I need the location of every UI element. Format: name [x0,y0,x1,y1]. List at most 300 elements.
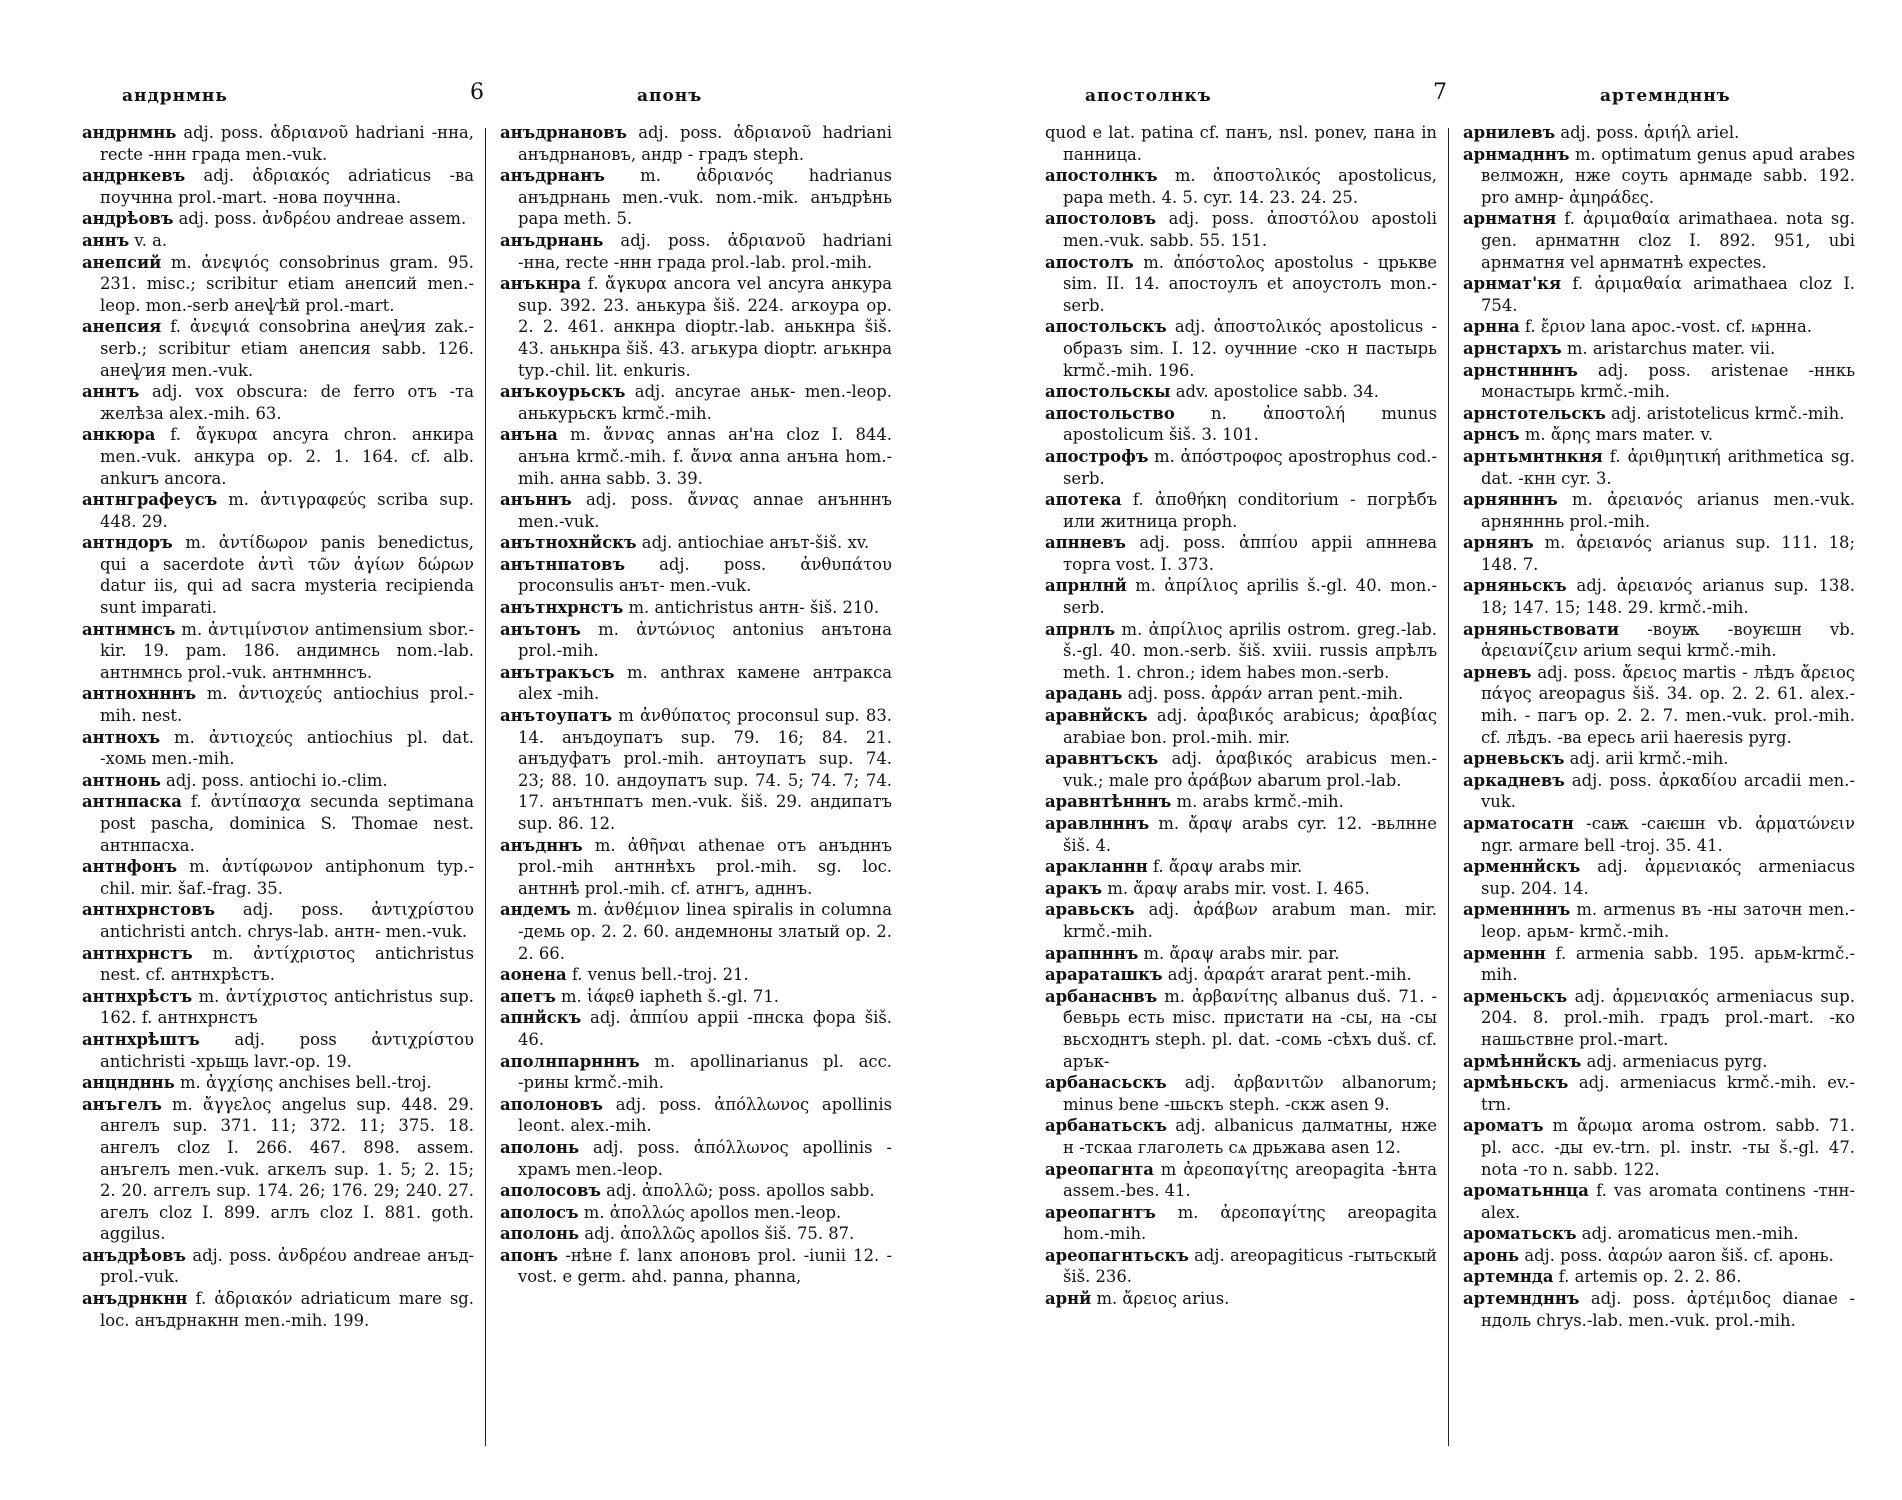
dictionary-entry [1463,1072,1855,1115]
entry-definition: m. ἀπολλώς apollos men.-leop. [578,1202,842,1222]
dictionary-entry [82,165,474,208]
dictionary-entry [500,1094,892,1137]
entry-definition: adj. arii krmč.-mih. [1564,749,1729,769]
entry-definition: adj. poss. antiochi io.-clim. [160,770,388,790]
entry-headword: арменнн [1463,943,1546,963]
dictionary-entry [82,943,474,986]
entry-headword: арняньскъ [1463,576,1567,596]
entry-headword: арнстннннъ [1463,360,1578,380]
entry-definition: -воуѭ -воуѥшн vb. ἀρειανίζειν arium sequi krmč.-mih. [1481,619,1855,661]
dictionary-entry [82,532,474,618]
entry-definition: f. artemis op. 2. 2. 86. [1553,1267,1742,1287]
entry-headword: аонена [500,965,567,985]
entry-definition: adj. ἀππίου appii -пнска фора šiš. 46. [518,1008,892,1049]
entry-definition: m. ἄραψ arabs cyr. 12. -вьлнне šiš. 4. [1063,814,1437,855]
entry-definition: adj. vox obscura: de ferro отъ -та желѣза alex.-mih. 63. [100,382,474,423]
dictionary-entry [500,986,892,1008]
dictionary-entry [82,986,474,1029]
entry-headword: аполоновъ [500,1094,603,1114]
dictionary-column [500,122,892,1452]
dictionary-entry [500,1245,892,1288]
entry-headword: арневьскъ [1463,749,1565,769]
entry-definition: adj. poss. ἀριήλ ariel. [1555,123,1740,142]
entry-headword: анътонъ [500,619,581,639]
dictionary-entry [1045,1072,1437,1115]
right-page [1045,78,1855,1478]
entry-headword: аравлнннъ [1045,814,1150,833]
entry-definition: f. ἀριθμητική arithmetica sg. dat. -кнн cyr. 3. [1481,446,1855,488]
entry-definition: adj. albanicus далматны, нже н -тскаа глаголеть сѧ дрьжава asen 12. [1063,1116,1437,1157]
entry-definition: f. ἀνεψιά consobrina анеѱия zak.-serb.; scribitur etiam анепсия sabb. 126. анеѱия men.-vuk. [100,317,474,380]
entry-definition: f. ἄραψ arabs mir. [1147,857,1303,877]
entry-definition: adj. poss. ἀρράν arran pent.-mih. [1122,684,1404,704]
page-number: 7 [1433,80,1448,105]
dictionary-entry [1045,964,1437,986]
entry-definition: adj. ἀρειανός arianus sup. 138. 18; 147. 15; 148. 29. krmč.-mih. [1481,576,1855,618]
entry-definition: f. ἀποθήκη conditorium - погрѣбъ или житница proph. [1063,490,1437,531]
dictionary-entry [1463,446,1855,489]
dictionary-entry [1045,489,1437,532]
entry-definition: adj. poss. ἀαρών aaron šiš. cf. аронь. [1519,1245,1834,1265]
dictionary-entry [1463,619,1855,662]
entry-headword: антнграфеусъ [82,490,218,510]
entry-headword: анепсий [82,252,162,272]
dictionary-entry [82,1094,474,1245]
running-head-left: андрнмнь [122,86,228,106]
entry-headword: антнонь [82,770,161,790]
dictionary-entry [1463,316,1855,338]
dictionary-entry [1463,338,1855,360]
entry-definition: m. ἄραψ arabs mir. par. [1138,943,1340,963]
entry-definition: m. ἀνθέμιον linea spiralis in columna -демь op. 2. 2. 60. андемноны златый op. 2. 2. 66. [518,900,892,963]
entry-headword: арменнннъ [1463,900,1571,920]
dictionary-entry [500,122,892,165]
dictionary-entry [1463,424,1855,446]
entry-definition: adj. ancyrae аньк- men.-leop. анькурьскъ krmč.-mih. [518,382,892,423]
entry-headword: анъннъ [500,490,572,510]
entry-headword: анъдннъ [500,835,583,855]
entry-headword: арнматня [1463,209,1557,229]
entry-headword: аполосъ [500,1202,579,1222]
entry-headword: антнхрѣштъ [82,1029,200,1049]
dictionary-entry [500,1051,892,1094]
dictionary-entry [1463,1051,1855,1073]
entry-definition: f. ἀριμαθαία arimathaea. nota sg. gen. арнматнн cloz I. 892. 951, ubi арнматня vel арнматнѣ expectes. [1481,209,1855,272]
entry-definition: f. ἄγκυρα ancora vel ancyra анкура sup. 392. 23. анькура šiš. 224. агкоура op. 2. 2. 461. анкнра dioptr.-lab. анькнра šiš. 43. анькнра šiš. 43. агькура dioptr. агькнра typ.-chil. lit. enkuris. [518,274,892,380]
entry-definition: adj. areopagiticus -гытьскый šiš. 236. [1063,1245,1437,1287]
entry-definition: adj. poss. ἀποστόλου apostoli men.-vuk. sabb. 55. 151. [1063,209,1437,250]
entry-headword: аронь [1463,1245,1520,1265]
dictionary-entry [1463,489,1855,532]
entry-definition: m. aristarchus mater. vii. [1561,338,1776,358]
entry-headword: анъдрнань [500,230,604,250]
entry-headword: анътнпатовъ [500,554,626,574]
entry-definition: adj. poss. ἀππίου appii апннева торга vost. I. 373. [1063,533,1437,574]
entry-definition: m. ἀντίφωνον antiphonum typ.-chil. mir. šaf.-frag. 35. [100,857,474,898]
dictionary-entry [1463,144,1855,209]
entry-headword: антндоръ [82,533,173,553]
entry-headword: антнмнсъ [82,619,176,639]
entry-definition: m. anthrax камене антракса alex -mih. [518,662,892,704]
entry-definition: adj. ἀραβικός arabicus men.-vuk.; male pro ἀράβων abarum prol.-lab. [1063,749,1437,790]
entry-definition: f. venus bell.-troj. 21. [566,965,749,985]
dictionary-entry [1045,878,1437,900]
entry-headword: апрнлъ [1045,619,1116,639]
entry-headword: артемнда [1463,1267,1554,1287]
entry-definition: m ἀρεοπαγίτης areopagita -ѣнта assem.-bes. 41. [1063,1159,1437,1201]
entry-definition: m. ἄρης mars mater. v. [1519,425,1714,445]
dictionary-entry [500,619,892,662]
entry-headword: андрѣовъ [82,209,174,229]
entry-headword: арнстархъ [1463,338,1562,358]
dictionary-entry [1045,381,1437,403]
entry-definition: adj. aromaticus men.-mih. [1576,1224,1799,1244]
running-head-right: апонъ [637,86,703,106]
entry-headword: ароматъ [1463,1116,1544,1136]
entry-headword: аркадневъ [1463,770,1565,790]
entry-definition: m. ἀντιγραφεύς scriba sup. 448. 29. [100,490,474,531]
entry-definition: quod e lat. patina cf. панъ, nsl. ponev, пана in панница. [1045,123,1437,164]
entry-headword: аравнйскъ [1045,706,1148,726]
dictionary-entry [1045,856,1437,878]
dictionary-entry [1045,532,1437,575]
entry-definition: m. ἀντίχριστος antichristus nest. cf. антнхрѣстъ. [100,943,474,985]
dictionary-entry [1463,899,1855,942]
entry-headword: анъгелъ [82,1094,162,1114]
entry-headword: антнпаска [82,792,182,812]
dictionary-entry [500,964,892,986]
entry-headword: анътракъсъ [500,662,615,682]
entry-headword: апрнлнй [1045,576,1127,596]
entry-definition: f. ἀδριακόν adriaticum mare sg. loc. анъдрнакнн men.-mih. 199. [100,1289,474,1330]
dictionary-entry [1045,943,1437,965]
entry-definition: m. ἀρβανίτης albanus duš. 71. - бевьрь есть misc. пристати на -сы, на -сы вьсходнтъ steph. pl. dat. -сомь -сѣхъ duš. cf. арък- [1063,986,1437,1071]
dictionary-entry [1045,813,1437,856]
dictionary-entry [500,899,892,964]
entry-headword: антнхрѣстъ [82,986,193,1006]
dictionary-entry [82,489,474,532]
entry-headword: арнсъ [1463,425,1520,445]
entry-headword: аполонь [500,1137,580,1157]
dictionary-entry [500,554,892,597]
entry-headword: апостолъ [1045,252,1134,272]
dictionary-entry [1463,662,1855,748]
entry-definition: m. ἀντίδωρον panis benedictus, qui a sacerdote ἀντὶ τῶν ἁγίων δώρων datur iis, qui ad sacra mysteria recipienda sunt imparati. [100,533,474,618]
dictionary-entry [500,489,892,532]
entry-definition: m. armenus въ -ны заточн men.-leop. арьм- krmč.-mih. [1481,900,1855,941]
dictionary-entry [82,316,474,381]
dictionary-entry [82,230,474,252]
dictionary-entry [1045,122,1437,165]
column-divider [485,128,486,1446]
dictionary-column [82,122,474,1452]
entry-headword: армѣньскъ [1463,1073,1569,1093]
entry-definition: adj. poss. ἀδριανοῦ hadriani -нна, recte -ннн града men.-vuk. [100,123,474,164]
entry-headword: арневъ [1463,662,1532,682]
dictionary-entry [500,1202,892,1224]
entry-definition: f. ἀντίπασχα secunda septimana post pascha, dominica S. Thomae nest. антнпасха. [100,792,474,855]
entry-definition: adj. poss ἀντιχρίστου antichristi -хрьщь lavr.-op. 19. [100,1029,474,1071]
dictionary-entry [500,381,892,424]
entry-headword: арменнйскъ [1463,857,1581,877]
entry-definition: adj. poss. ἀπόλλωνος apollinis leont. alex.-mih. [518,1094,892,1136]
entry-headword: андрнкевъ [82,166,186,186]
dictionary-entry [1045,899,1437,942]
entry-headword: антнохнннъ [82,684,197,704]
entry-definition: adj. poss. aristenae -ннкь монастырь krmč.-mih. [1481,360,1855,402]
entry-definition: adj. aristotelicus krmč.-mih. [1605,403,1845,423]
column-divider [1448,128,1449,1446]
entry-definition: n. ἀποστολή munus apostolicum šiš. 3. 101. [1063,403,1437,445]
dictionary-entry [82,381,474,424]
entry-headword: арнянъ [1463,533,1534,553]
entry-definition: m. ἄγγελος angelus sup. 448. 29. ангелъ sup. 371. 11; 372. 11; 375. 18. ангелъ cloz I. 266. 467. 898. assem. анъгелъ men.-vuk. агкелъ sup. 1. 5; 2. 15; 2. 20. аггелъ sup. 174. 26; 176. 29; 240. 27. агелъ cloz I. 899. аглъ cloz I. 881. goth. aggilus. [100,1094,474,1244]
dictionary-entry [1045,683,1437,705]
entry-definition: m. ἀρεοπαγίτης areopagita hom.-mih. [1063,1202,1437,1244]
entry-headword: антнфонъ [82,857,178,877]
entry-headword: аракланнн [1045,857,1148,877]
entry-headword: андрнмнь [82,123,177,142]
entry-headword: антнхрнстовъ [82,900,216,920]
dictionary-entry [82,252,474,317]
entry-headword: аполосовъ [500,1181,601,1201]
dictionary-entry [1045,316,1437,381]
entry-definition: m. ἀντίχριστος antichristus sup. 162. f. антнхрнстъ [100,986,474,1028]
entry-headword: апостолнкъ [1045,166,1158,186]
entry-definition: adj. ἀπολλῶ; poss. apollos sabb. [600,1181,875,1201]
entry-definition: adj. armeniacus pyrg. [1581,1051,1768,1071]
entry-definition: -нѣне f. lanx апоновъ prol. -iunii 12. - vost. e germ. ahd. panna, phanna, [518,1245,892,1287]
entry-definition: m. ἀπόστροφος apostrophus cod.-serb. [1063,446,1437,488]
dictionary-entry [1045,575,1437,618]
running-head-left: апостолнкъ [1085,86,1212,106]
entry-definition: f. ἔριον lana apoc.-vost. cf. ѩрнна. [1519,317,1812,337]
entry-headword: арнянннъ [1463,490,1558,510]
dictionary-entry [1463,273,1855,316]
entry-headword: арнмадннъ [1463,144,1570,164]
entry-definition: m. ἀγχίσης anchises bell.-troj. [174,1073,432,1093]
entry-definition: adv. apostolice sabb. 34. [1170,382,1379,402]
dictionary-entry [82,619,474,684]
dictionary-entry [1045,165,1437,208]
entry-headword: апнйскъ [500,1008,582,1028]
entry-headword: арараташкъ [1045,965,1163,985]
dictionary-column [1045,122,1437,1452]
entry-definition: adj. poss. ἀδριανοῦ hadriani -нна, recte -ннн града prol.-lab. prol.-mih. [518,230,892,272]
dictionary-entry [1045,208,1437,251]
entry-headword: апнневъ [1045,533,1127,553]
entry-headword: анкюра [82,425,156,445]
dictionary-entry [1463,1223,1855,1245]
entry-headword: арнилевъ [1463,123,1556,142]
dictionary-entry [1463,943,1855,986]
entry-headword: ареопагнтьскъ [1045,1245,1189,1265]
entry-headword: андемъ [500,900,571,920]
entry-definition: m. ἄρειος arius. [1091,1289,1230,1309]
entry-headword: анъдрнкнн [82,1289,188,1309]
entry-definition: adj. poss. ἀνθυπάτου proconsulis анът- men.-vuk. [518,554,892,596]
entry-headword: арменьскъ [1463,986,1568,1006]
entry-definition: -саѭ -саѥшн vb. ἁρματώνειν ngr. armare bell -troj. 35. 41. [1481,814,1855,855]
entry-headword: анъдрнанъ [500,166,605,186]
entry-definition: adj. poss. ἀρκαδίου arcadii men.-vuk. [1481,770,1855,812]
entry-definition: m. ἀπρίλιος aprilis ostrom. greg.-lab. š.-gl. 40. mon.-serb. šiš. xviii. russis апрѣлъ meth. 1. chron.; idem habes mon.-serb. [1063,619,1437,682]
entry-definition: f. ἄγκυρα ancyra chron. анкира men.-vuk. анкура op. 2. 1. 164. cf. alb. ankurъ ancora. [100,425,474,488]
entry-headword: анъдрнановъ [500,123,628,142]
entry-headword: апетъ [500,986,556,1006]
entry-definition: adj. ἀπολλῶς apollos šiš. 75. 87. [579,1224,855,1244]
dictionary-entry [1045,446,1437,489]
dictionary-entry [82,899,474,942]
dictionary-entry [1463,1288,1855,1331]
dictionary-entry [82,791,474,856]
entry-definition: m. apollinarianus pl. acc. -рины krmč.-mih. [518,1051,892,1093]
dictionary-entry [82,122,474,165]
entry-definition: m. arabs krmč.-mih. [1171,792,1344,812]
entry-headword: арнй [1045,1289,1092,1309]
entry-headword: апостольскы [1045,382,1171,402]
entry-definition: adj. poss. ἄννας annae анънннъ men.-vuk. [518,490,892,531]
dictionary-entry [1463,813,1855,856]
entry-definition: adj. poss. ἀπόλλωνος apollinis - храмъ men.-leop. [518,1137,892,1179]
entry-headword: аравьскъ [1045,900,1135,920]
entry-headword: аполонь [500,1224,580,1244]
entry-headword: апостоловъ [1045,209,1157,229]
entry-headword: аравнтѣнннъ [1045,792,1172,812]
dictionary-entry [82,770,474,792]
dictionary-entry [82,424,474,489]
dictionary-entry [1463,770,1855,813]
entry-definition: adj. poss. ἀνδρέου andreae анъд- prol.-vuk. [100,1245,474,1287]
dictionary-entry [500,230,892,273]
entry-headword: аннтъ [82,382,140,402]
entry-definition: m. ἀρειανός arianus men.-vuk. арнянннь prol.-mih. [1481,490,1855,531]
dictionary-entry [82,1072,474,1094]
entry-definition: f. armenia sabb. 195. арьм-krmč.-mih. [1481,943,1855,985]
entry-headword: арадань [1045,684,1123,704]
entry-definition: m. ἰάφεθ iapheth š.-gl. 71. [555,986,779,1006]
dictionary-entry [500,1007,892,1050]
dictionary-entry [1463,856,1855,899]
entry-headword: антнохъ [82,727,161,747]
entry-definition: m. ἄραψ arabs mir. vost. I. 465. [1102,878,1370,898]
entry-definition: f. ἀριμαθαία arimathaea cloz I. 754. [1481,274,1855,315]
dictionary-entry [82,1029,474,1072]
entry-headword: арбанатьскъ [1045,1116,1167,1136]
entry-headword: арапнннъ [1045,943,1139,963]
running-head [1045,78,1855,118]
entry-definition: m. ἀπόστολος apostolus - црькве sim. II. 14. апостоулъ et апоустолъ mon.-serb. [1063,252,1437,315]
dictionary-entry [500,273,892,381]
dictionary-entry [1463,1115,1855,1180]
entry-headword: аполнпарнннъ [500,1051,640,1071]
entry-headword: апонъ [500,1245,559,1265]
entry-headword: ареопагнта [1045,1159,1154,1179]
dictionary-entry [1045,791,1437,813]
entry-headword: апостольство [1045,403,1175,423]
entry-definition: adj. ἀδριακός adriaticus -ва поучнна prol.-mart. -нова поучнна. [100,166,474,207]
dictionary-entry [1463,1245,1855,1267]
dictionary-entry [500,1223,892,1245]
entry-definition: adj. ἀραβικός arabicus; ἀραβίας arabiae bon. prol.-mih. mir. [1063,706,1437,747]
entry-headword: анъкнра [500,274,582,294]
entry-headword: ароматьскъ [1463,1224,1577,1244]
entry-definition: m. antichristus антн- šiš. 210. [623,598,880,618]
dictionary-entry [1045,1159,1437,1202]
entry-headword: арматосатн [1463,814,1574,833]
dictionary-entry [500,424,892,489]
dictionary-entry [82,856,474,899]
entry-definition: m. ἀποστολικός apostolicus, papa meth. 4. 5. cyr. 14. 23. 24. 25. [1063,166,1437,207]
entry-definition: adj. poss. ἀδριανοῦ hadriani анъдрнановъ, андр - градъ steph. [518,123,892,164]
dictionary-entry [1463,575,1855,618]
dictionary-entry [1463,532,1855,575]
dictionary-entry [1045,986,1437,1072]
entry-headword: арнстотельскъ [1463,403,1606,423]
entry-definition: m ἀνθύπατος proconsul sup. 83. 14. анъдоупатъ sup. 79. 16; 84. 21. анъдуфатъ prol.-mih. антоупатъ sup. 74. 23; 88. 10. андоупатъ sup. 74. 5; 74. 7; 74. 17. анътнпатъ men.-vuk. šiš. 29. андипатъ sup. 86. 12. [518,706,892,833]
dictionary-entry [1045,252,1437,317]
dictionary-entry [500,1137,892,1180]
dictionary-column [1463,122,1855,1452]
entry-definition: m. ἀντώνιος antonius анътона prol.-mih. [518,619,892,661]
dictionary-entry [1045,1115,1437,1158]
dictionary-entry [500,165,892,230]
entry-definition: m ἄρωμα aroma ostrom. sabb. 71. pl. acc. -ды ev.-trn. pl. instr. -ты š.-gl. 47. nota -то n. sabb. 122. [1481,1116,1855,1179]
entry-headword: арнна [1463,317,1520,337]
entry-definition: m. ἀντιμίνσιον antimensium sbor.-kir. 19. pam. 186. андимнсь nom.-lab. антнмнсь prol.-vuk. антнмннсъ. [100,619,474,682]
dictionary-entry [1045,705,1437,748]
entry-definition: adj. ἀρβανιτῶν albanorum; minus bene -шьскъ steph. -скж asen 9. [1063,1073,1437,1114]
entry-definition: adj. armeniacus krmč.-mih. ev.-trn. [1481,1073,1855,1114]
dictionary-entry [1045,748,1437,791]
entry-headword: арбанаснвъ [1045,986,1158,1006]
entry-definition: adj. poss. ἀρτέμιδος dianae - ндоль chrys.-lab. men.-vuk. prol.-mih. [1481,1289,1855,1330]
entry-headword: арнтьмнтнкня [1463,446,1603,466]
entry-headword: апотека [1045,490,1122,510]
entry-definition: adj. ἀρμενιακός armeniacus sup. 204. 14. [1481,857,1855,898]
dictionary-entry [1045,619,1437,684]
dictionary-entry [1463,748,1855,770]
dictionary-entry [500,597,892,619]
entry-headword: анътнохнйскъ [500,533,637,553]
entry-definition: m. ἀνεψιός consobrinus gram. 95. 231. misc.; scribitur etiam анепсий men.-leop. mon.-serb анеѱѣй prol.-mart. [100,252,474,315]
dictionary-entry [1463,1180,1855,1223]
dictionary-entry [1045,1288,1437,1310]
entry-headword: антнхрнстъ [82,943,193,963]
page-number: 6 [470,80,485,105]
dictionary-entry [1045,1245,1437,1288]
entry-definition: m. ἀντιοχεύς antiochius pl. dat. -хомь men.-mih. [100,727,474,769]
dictionary-entry [82,683,474,726]
dictionary-entry [82,727,474,770]
dictionary-entry [82,1245,474,1288]
entry-headword: анъкоурьскъ [500,382,626,402]
dictionary-entry [1463,122,1855,144]
dictionary-entry [1045,403,1437,446]
entry-headword: анъдрѣовъ [82,1245,186,1265]
entry-definition: v. а. [129,230,168,250]
entry-definition: m. ἀπρίλιος aprilis š.-gl. 40. mon.-serb. [1063,576,1437,618]
dictionary-entry [500,1180,892,1202]
entry-definition: adj. poss. ἀνδρέου andreae assem. [173,209,467,229]
dictionary-entry [1463,208,1855,273]
entry-headword: ароматьннца [1463,1181,1589,1201]
entry-headword: арнмат'кя [1463,274,1562,294]
entry-definition: f. vas aromata continens -тнн- alex. [1481,1181,1855,1222]
dictionary-entry [1463,360,1855,403]
entry-definition: adj. ἀποστολικός apostolicus - образъ sim. I. 12. оучнние -ско н пастырь krmč.-mih. 196. [1063,317,1437,380]
left-page [82,78,892,1478]
